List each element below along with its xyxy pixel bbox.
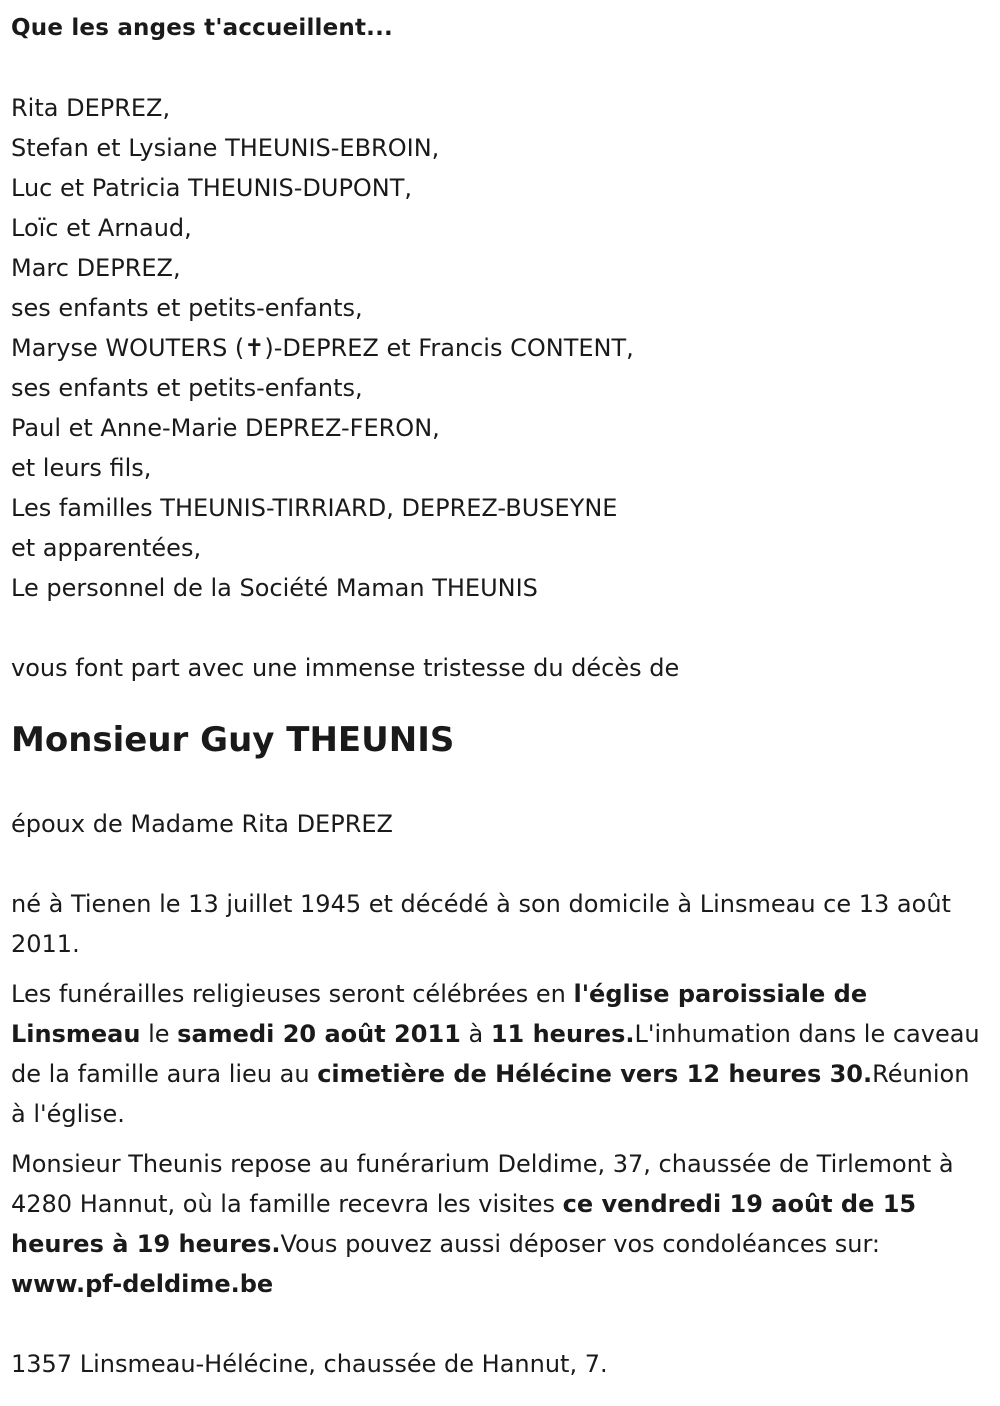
family-line: Le personnel de la Société Maman THEUNIS — [11, 574, 538, 602]
obituary-notice — [11, 8, 989, 1384]
family-line: et apparentées, — [11, 534, 202, 562]
family-line: Paul et Anne-Marie DEPREZ-FERON, — [11, 414, 440, 442]
family-line: ses enfants et petits-enfants, — [11, 374, 363, 402]
family-line: et leurs fils, — [11, 454, 152, 482]
family-line: Maryse WOUTERS (✝)-DEPREZ et Francis CONTENT, — [11, 334, 634, 362]
funeral-date: samedi 20 août 2011 — [177, 1020, 461, 1048]
funeral-text: Les funérailles religieuses seront célébrées en — [11, 980, 574, 1008]
spouse-line: époux de Madame Rita DEPREZ — [11, 810, 393, 838]
visitation-text: Monsieur Theunis repose au funérarium Deldime, 37, chaussée de Tirlemont à 4280 Hannut, où la famille recevra les visites — [11, 1150, 954, 1218]
epigraph: Que les anges t'accueillent... — [11, 15, 393, 41]
family-line: Stefan et Lysiane THEUNIS-EBROIN, — [11, 134, 440, 162]
home-address: 1357 Linsmeau-Hélécine, chaussée de Hannut, 7. — [11, 1350, 608, 1378]
funeral-text: L'inhumation dans le caveau de la famille aura lieu au — [11, 1020, 980, 1088]
funeral-church: l'église paroissiale de Linsmeau — [11, 980, 868, 1048]
deceased-name: Monsieur Guy THEUNIS — [11, 720, 455, 760]
funeral-text: le — [140, 1020, 178, 1048]
announcement: vous font part avec une immense tristesse du décès de — [11, 654, 680, 682]
funeral-paragraph — [11, 974, 989, 1134]
family-line: ses enfants et petits-enfants, — [11, 294, 363, 322]
funeral-text: Réunion à l'église. — [11, 1060, 970, 1128]
family-line: Luc et Patricia THEUNIS-DUPONT, — [11, 174, 413, 202]
burial-location: cimetière de Hélécine vers 12 heures 30. — [317, 1060, 873, 1088]
condolence-website: www.pf-deldime.be — [11, 1270, 274, 1298]
funeral-text: à — [460, 1020, 491, 1048]
family-line: Marc DEPREZ, — [11, 254, 181, 282]
family-line: Rita DEPREZ, — [11, 94, 171, 122]
visitation-time: ce vendredi 19 août de 15 heures à 19 heures. — [11, 1190, 917, 1258]
family-line: Les familles THEUNIS-TIRRIARD, DEPREZ-BUSEYNE — [11, 494, 618, 522]
family-line: Loïc et Arnaud, — [11, 214, 192, 242]
visitation-text: Vous pouvez aussi déposer vos condoléances sur: — [280, 1230, 881, 1258]
birth-death-paragraph: né à Tienen le 13 juillet 1945 et décédé à son domicile à Linsmeau ce 13 août 2011. — [11, 890, 951, 958]
visitation-paragraph — [11, 1144, 989, 1304]
funeral-time: 11 heures. — [490, 1020, 635, 1048]
family-list — [11, 88, 989, 608]
